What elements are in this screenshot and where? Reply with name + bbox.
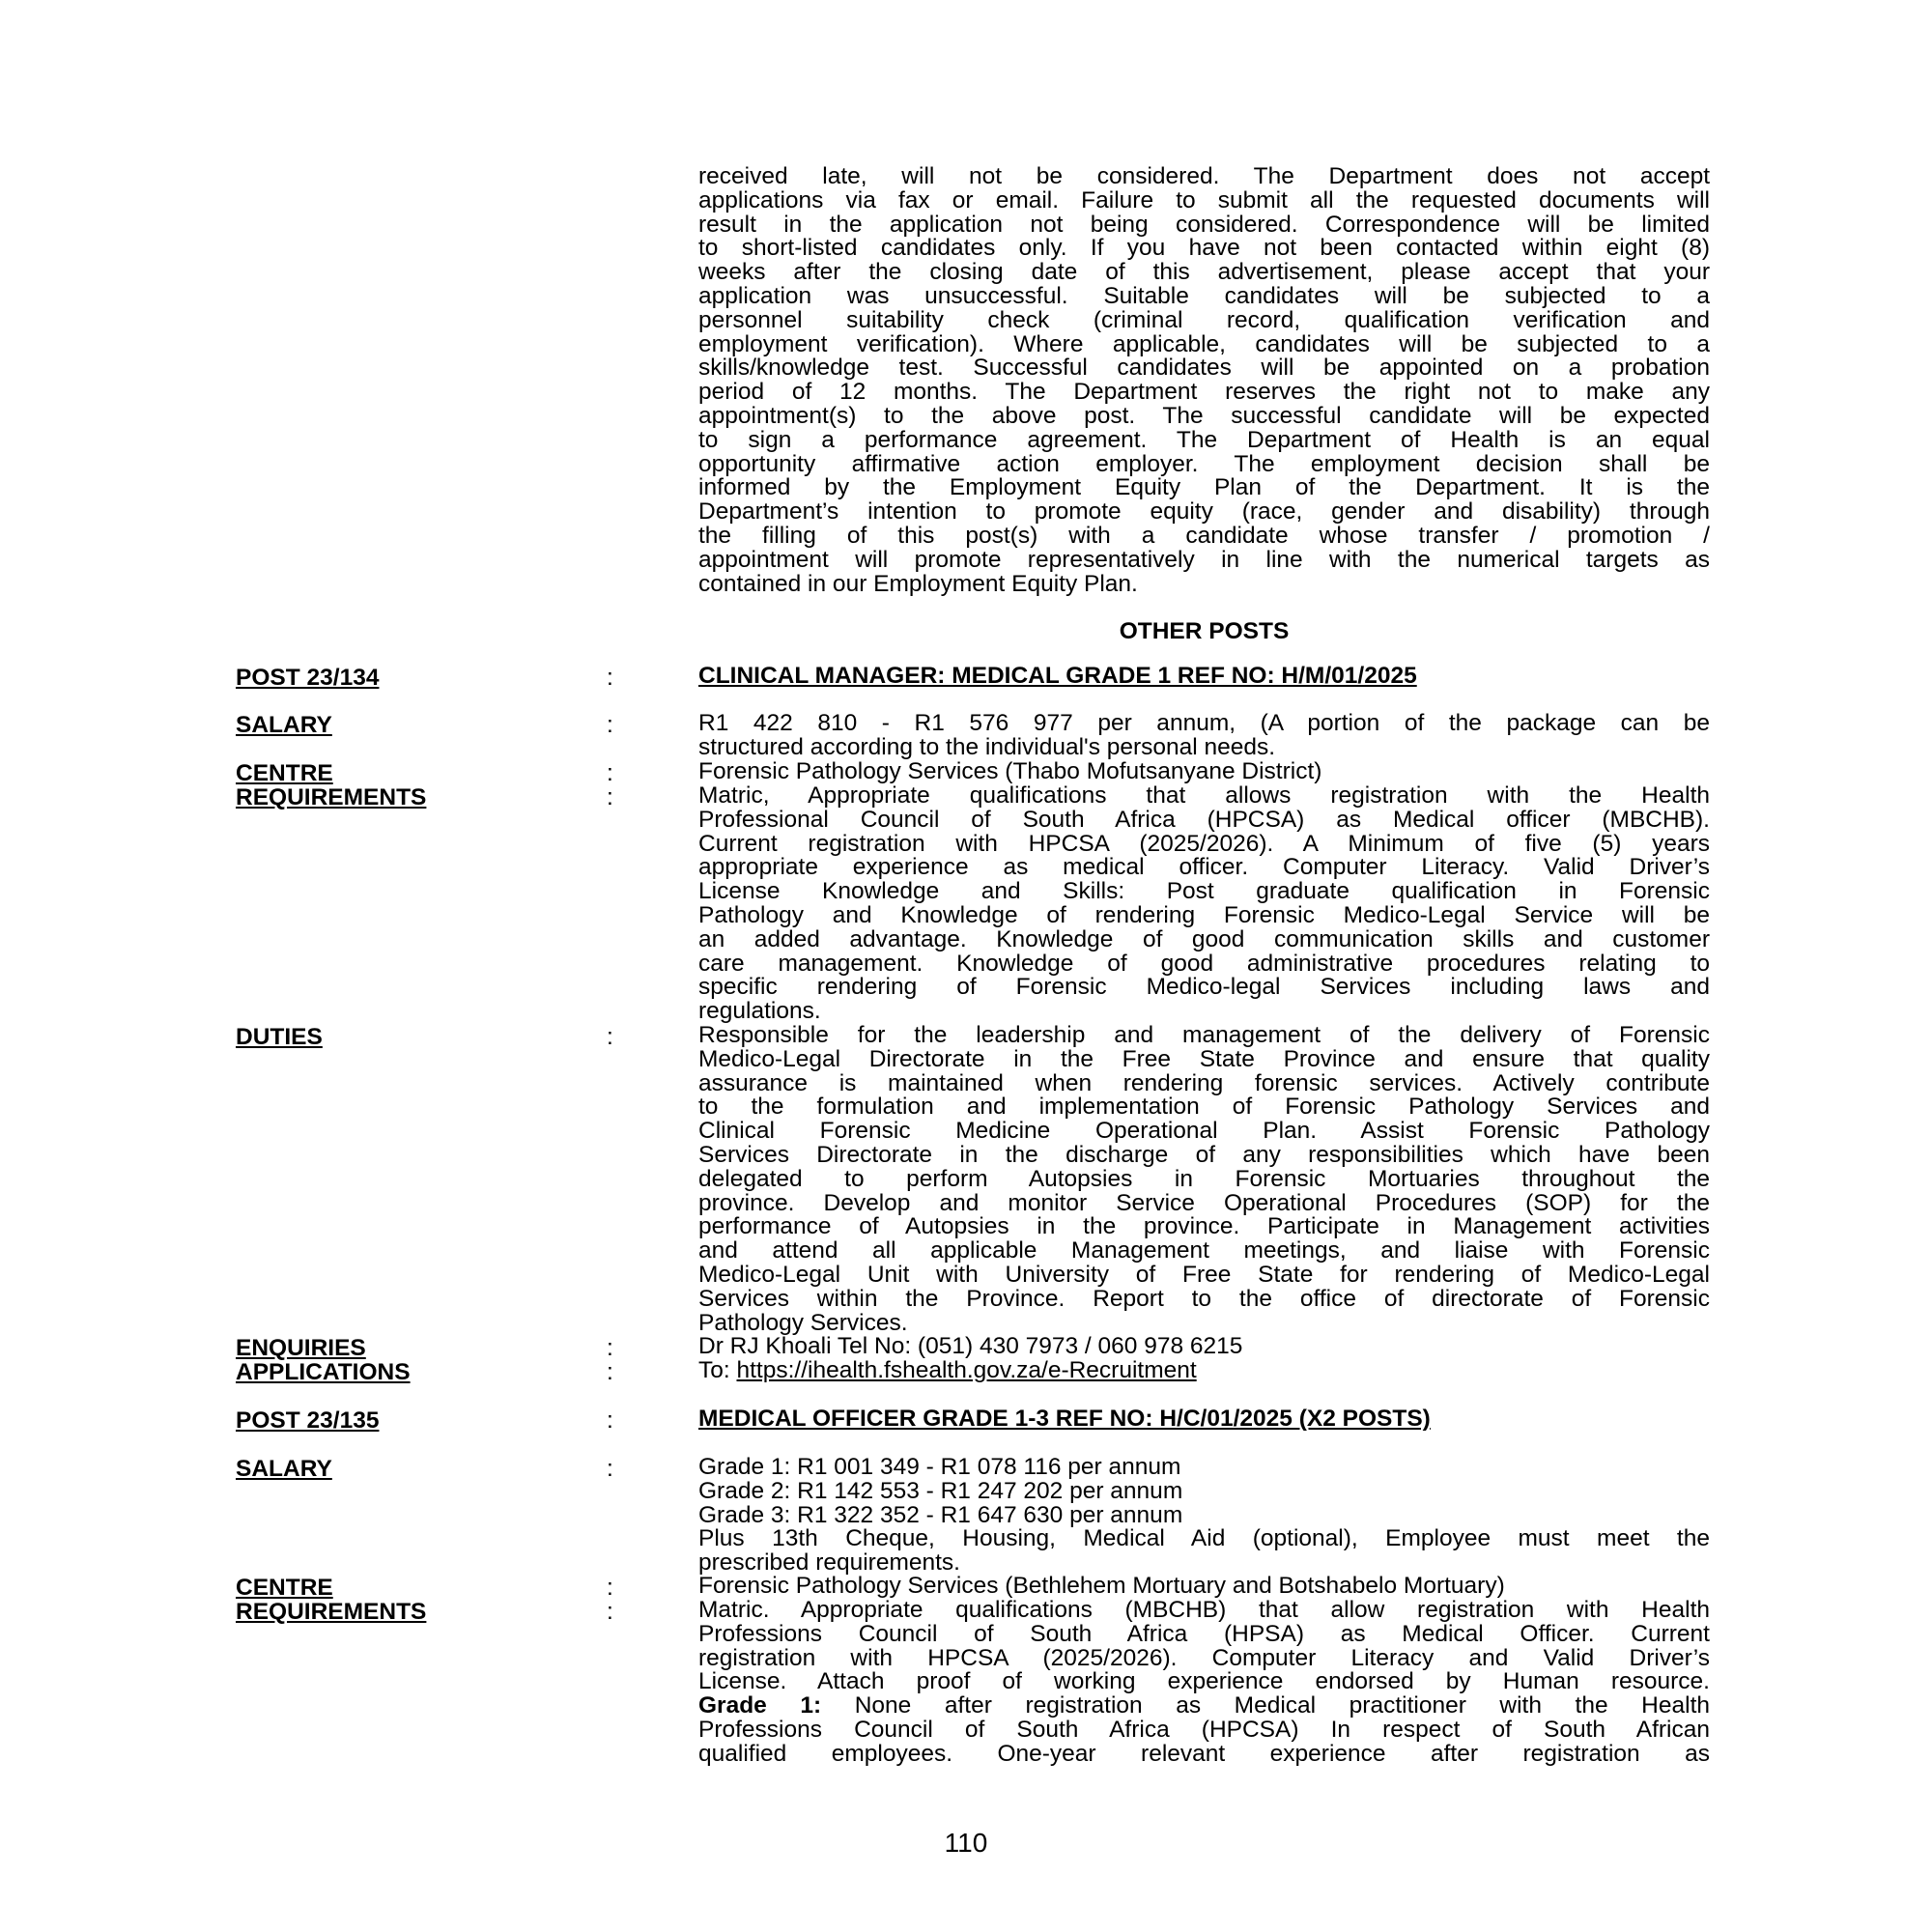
post-135-centre: Forensic Pathology Services (Bethlehem Mortuary and Botshabelo Mortuary) bbox=[698, 1573, 1505, 1599]
duties-line: Services Directorate in the discharge of any responsibilities which have been bbox=[698, 1141, 1710, 1168]
requirements-line: Professional Council of South Africa (HPCSA) as Medical officer (MBCHB). bbox=[698, 806, 1710, 833]
post-135-label: POST 23/135 bbox=[236, 1407, 380, 1434]
duties-line: performance of Autopsies in the province. Participate in Management activities bbox=[698, 1213, 1710, 1240]
applications-prefix: To: bbox=[698, 1357, 737, 1383]
grade-1-text: None after registration as Medical practitioner with the Health bbox=[821, 1692, 1710, 1719]
intro-line: skills/knowledge test. Successful candidates will be appointed on a probation bbox=[698, 355, 1710, 382]
requirements-line: care management. Knowledge of good administrative procedures relating to bbox=[698, 950, 1710, 977]
intro-line: received late, will not be considered. The Department does not accept bbox=[698, 163, 1710, 189]
intro-line: informed by the Employment Equity Plan of the Department. It is the bbox=[698, 474, 1710, 501]
post-134-title: CLINICAL MANAGER: MEDICAL GRADE 1 REF NO: H/M/01/2025 bbox=[698, 663, 1417, 689]
post-134-applications bbox=[698, 1359, 1710, 1383]
requirements-line: Current registration with HPCSA (2025/2026). A Minimum of five (5) years bbox=[698, 830, 1710, 857]
applications-label: APPLICATIONS bbox=[236, 1359, 411, 1385]
salary-grade-line: Grade 2: R1 142 553 - R1 247 202 per annum bbox=[698, 1477, 1183, 1504]
salary-line: Plus 13th Cheque, Housing, Medical Aid (optional), Employee must meet the bbox=[698, 1525, 1710, 1552]
colon: : bbox=[607, 760, 613, 786]
section-heading: OTHER POSTS bbox=[1119, 618, 1290, 644]
duties-line: to the formulation and implementation of Forensic Pathology Services and bbox=[698, 1094, 1710, 1121]
grade-1-line bbox=[698, 1694, 1710, 1719]
requirements-line: appropriate experience as medical officer. Computer Literacy. Valid Driver’s bbox=[698, 854, 1710, 881]
intro-line: applications via fax or email. Failure to submit all the requested documents will bbox=[698, 186, 1710, 213]
requirements-line: Matric, Appropriate qualifications that allows registration with the Health bbox=[698, 782, 1710, 809]
requirements-label: REQUIREMENTS bbox=[236, 1599, 427, 1625]
requirements-line: qualified employees. One-year relevant experience after registration as bbox=[698, 1740, 1710, 1767]
intro-line: application was unsuccessful. Suitable candidates will be subjected to a bbox=[698, 282, 1710, 309]
duties-line: and attend all applicable Management meetings, and liaise with Forensic bbox=[698, 1237, 1710, 1264]
centre-label: CENTRE bbox=[236, 760, 333, 786]
colon: : bbox=[607, 1407, 613, 1434]
intro-line: personnel suitability check (criminal record, qualification verification and bbox=[698, 306, 1710, 333]
intro-line: result in the application not being considered. Correspondence will be limited bbox=[698, 211, 1710, 238]
duties-line: Services within the Province. Report to the office of directorate of Forensic bbox=[698, 1285, 1710, 1312]
requirements-line: specific rendering of Forensic Medico-legal Services including laws and bbox=[698, 974, 1710, 1001]
post-134-centre: Forensic Pathology Services (Thabo Mofutsanyane District) bbox=[698, 758, 1322, 784]
salary-label: SALARY bbox=[236, 1456, 332, 1482]
intro-line: to short-listed candidates only. If you have not been contacted within eight (8) bbox=[698, 235, 1710, 262]
requirements-line: Matric. Appropriate qualifications (MBCHB) that allow registration with Health bbox=[698, 1597, 1710, 1623]
colon: : bbox=[607, 784, 613, 810]
intro-line: appointment will promote representatively in line with the numerical targets as bbox=[698, 546, 1710, 573]
centre-label: CENTRE bbox=[236, 1575, 333, 1601]
duties-line: Medico-Legal Unit with University of Free State for rendering of Medico-Legal bbox=[698, 1261, 1710, 1288]
duties-line: assurance is maintained when rendering forensic services. Actively contribute bbox=[698, 1069, 1710, 1096]
requirements-line: registration with HPCSA (2025/2026). Computer Literacy and Valid Driver’s bbox=[698, 1644, 1710, 1671]
colon: : bbox=[607, 1024, 613, 1050]
requirements-line: Professions Council of South Africa (HPSA) as Medical Officer. Current bbox=[698, 1620, 1710, 1647]
salary-line: R1 422 810 - R1 576 977 per annum, (A portion of the package can be bbox=[698, 710, 1710, 736]
post-135-title: MEDICAL OFFICER GRADE 1-3 REF NO: H/C/01/2025 (X2 POSTS) bbox=[698, 1406, 1431, 1432]
post-134-enquiries: Dr RJ Khoali Tel No: (051) 430 7973 / 060 978 6215 bbox=[698, 1333, 1243, 1359]
post-134-label: POST 23/134 bbox=[236, 665, 380, 691]
colon: : bbox=[607, 665, 613, 691]
intro-line: appointment(s) to the above post. The successful candidate will be expected bbox=[698, 402, 1710, 429]
intro-line: contained in our Employment Equity Plan. bbox=[698, 570, 1138, 597]
page-number: 110 bbox=[944, 1828, 988, 1858]
colon: : bbox=[607, 1575, 613, 1601]
requirements-label: REQUIREMENTS bbox=[236, 784, 427, 810]
salary-line: structured according to the individual's personal needs. bbox=[698, 733, 1276, 760]
duties-line: delegated to perform Autopsies in Forensic Mortuaries throughout the bbox=[698, 1165, 1710, 1192]
post-135-requirements bbox=[698, 1599, 1710, 1767]
enquiries-label: ENQUIRIES bbox=[236, 1335, 366, 1361]
intro-line: employment verification). Where applicable, candidates will be subjected to a bbox=[698, 330, 1710, 357]
post-134-duties bbox=[698, 1024, 1710, 1335]
duties-line: province. Develop and monitor Service Operational Procedures (SOP) for the bbox=[698, 1189, 1710, 1216]
requirements-line: an added advantage. Knowledge of good communication skills and customer bbox=[698, 925, 1710, 952]
intro-line: period of 12 months. The Department reserves the right not to make any bbox=[698, 379, 1710, 406]
requirements-line: License. Attach proof of working experience endorsed by Human resource. bbox=[698, 1668, 1710, 1695]
post-134-salary bbox=[698, 712, 1710, 760]
salary-label: SALARY bbox=[236, 712, 332, 738]
intro-line: Department’s intention to promote equity (race, gender and disability) through bbox=[698, 498, 1710, 526]
grade-1-label: Grade 1: bbox=[698, 1692, 822, 1719]
requirements-line: License Knowledge and Skills: Post graduate qualification in Forensic bbox=[698, 878, 1710, 905]
requirements-line: Pathology and Knowledge of rendering Forensic Medico-Legal Service will be bbox=[698, 901, 1710, 928]
colon: : bbox=[607, 1359, 613, 1385]
colon: : bbox=[607, 1599, 613, 1625]
salary-grade-line: Grade 3: R1 322 352 - R1 647 630 per annum bbox=[698, 1501, 1183, 1528]
post-134-requirements bbox=[698, 784, 1710, 1024]
intro-paragraph bbox=[698, 165, 1710, 596]
intro-line: opportunity affirmative action employer. The employment decision shall be bbox=[698, 450, 1710, 477]
e-recruitment-link[interactable]: https://ihealth.fshealth.gov.za/e-Recruitment bbox=[736, 1357, 1197, 1383]
requirements-line: regulations. bbox=[698, 998, 821, 1025]
duties-line: Pathology Services. bbox=[698, 1309, 908, 1336]
duties-label: DUTIES bbox=[236, 1024, 323, 1050]
post-135-salary bbox=[698, 1456, 1710, 1576]
duties-line: Responsible for the leadership and management of the delivery of Forensic bbox=[698, 1022, 1710, 1048]
colon: : bbox=[607, 1335, 613, 1361]
colon: : bbox=[607, 1456, 613, 1482]
intro-line: the filling of this post(s) with a candidate whose transfer / promotion / bbox=[698, 522, 1710, 549]
requirements-line: Professions Council of South Africa (HPCSA) In respect of South African bbox=[698, 1716, 1710, 1743]
intro-line: weeks after the closing date of this advertisement, please accept that your bbox=[698, 259, 1710, 286]
duties-line: Clinical Forensic Medicine Operational Plan. Assist Forensic Pathology bbox=[698, 1118, 1710, 1145]
duties-line: Medico-Legal Directorate in the Free State Province and ensure that quality bbox=[698, 1045, 1710, 1072]
intro-line: to sign a performance agreement. The Department of Health is an equal bbox=[698, 426, 1710, 453]
salary-line: prescribed requirements. bbox=[698, 1549, 960, 1577]
salary-grade-line: Grade 1: R1 001 349 - R1 078 116 per annum bbox=[698, 1454, 1181, 1480]
colon: : bbox=[607, 712, 613, 738]
